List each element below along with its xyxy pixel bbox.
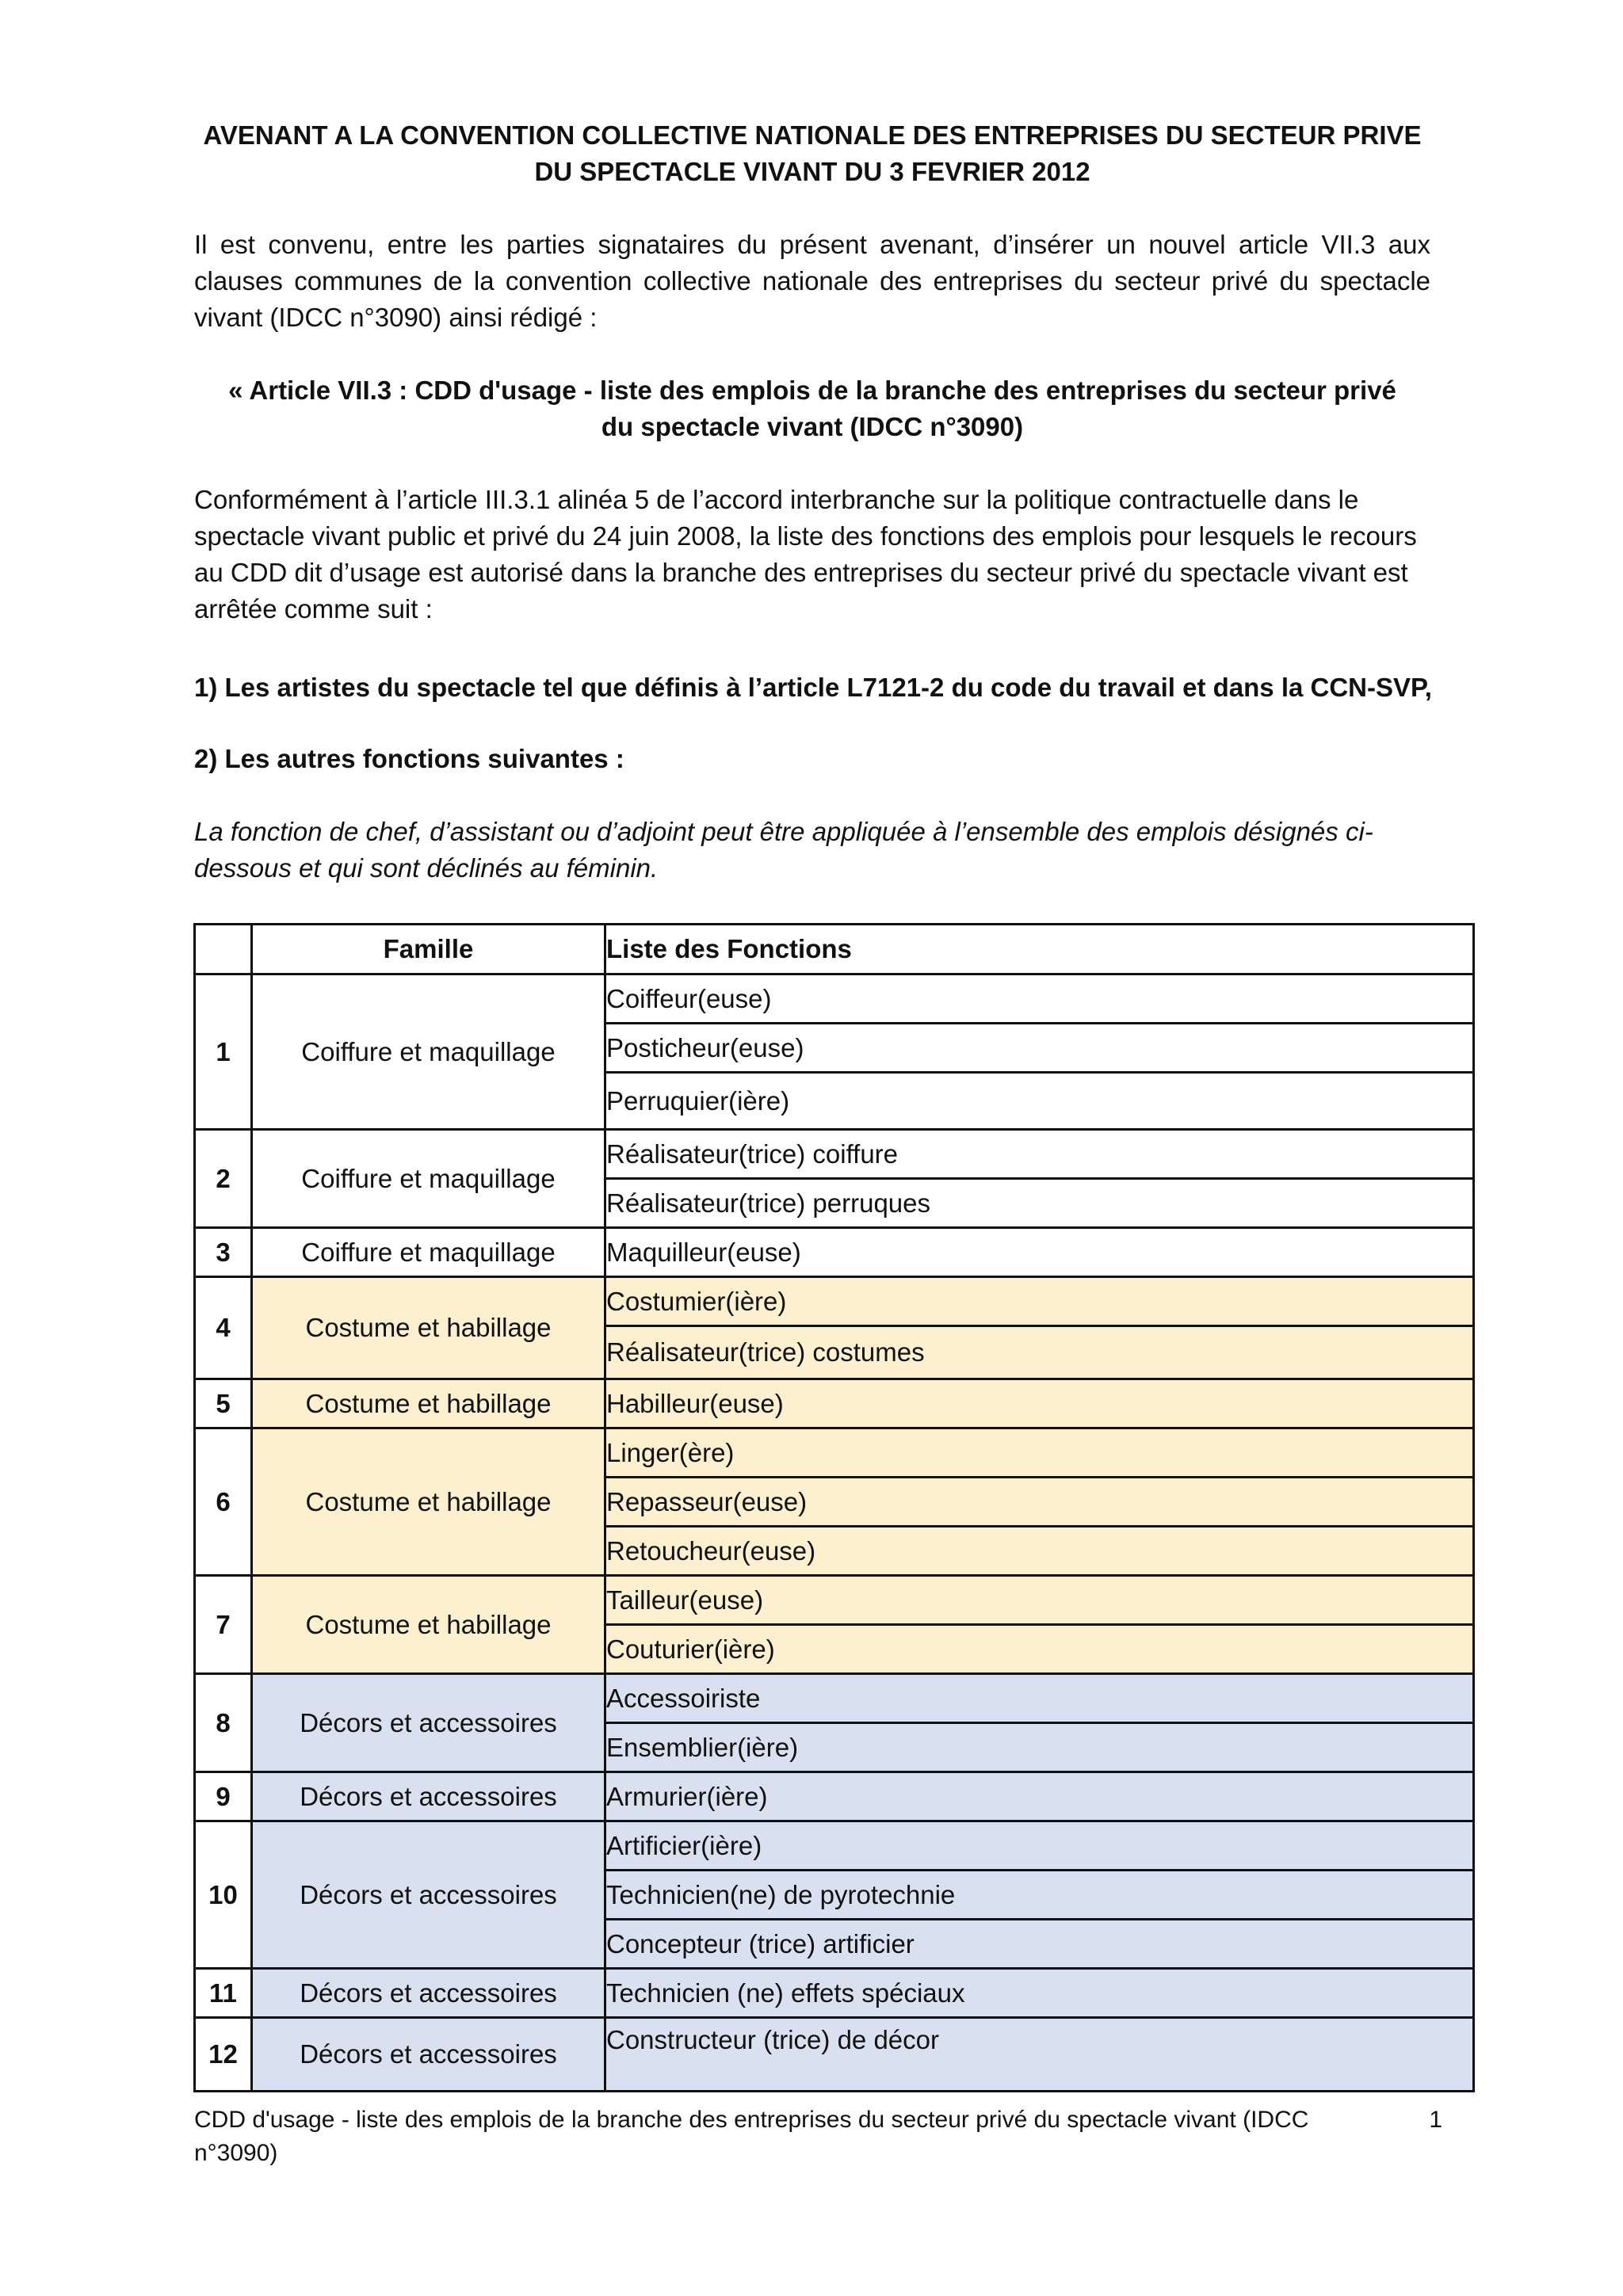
row-number: 8	[195, 1674, 252, 1772]
fonction-cell: Constructeur (trice) de décor	[605, 2018, 1474, 2092]
fonction-cell: Réalisateur(trice) perruques	[605, 1179, 1474, 1228]
row-number: 3	[195, 1228, 252, 1277]
intro-paragraph: Il est convenu, entre les parties signataires du présent avenant, d’insérer un nouvel article VII.3 aux clauses communes de la convention collective nationale des entreprises du secteur privé du spectacle vivant (IDCC n°3090) ainsi rédigé :	[194, 230, 1430, 332]
row-famille: Décors et accessoires	[252, 1674, 605, 1772]
article-heading: « Article VII.3 : CDD d'usage - liste des emplois de la branche des entreprises du secteur privé du spectacle vivant (IDCC n°3090)	[228, 376, 1396, 441]
table-header-row	[195, 925, 1474, 974]
conformement-paragraph: Conformément à l’article III.3.1 alinéa 5 de l’accord interbranche sur la politique contractuelle dans le spectacle vivant public et privé du 24 juin 2008, la liste des fonctions des emplois pour lesquels le recours au CDD dit d’usage est autorisé dans la branche des entreprises du secteur privé du spectacle vivant est arrêtée comme suit :	[194, 485, 1417, 624]
row-number: 6	[195, 1428, 252, 1576]
row-number: 5	[195, 1379, 252, 1428]
table-row	[195, 1969, 1474, 2018]
row-number: 7	[195, 1576, 252, 1674]
fonction-cell: Accessoiriste	[605, 1674, 1474, 1723]
document-title	[194, 117, 1430, 190]
table-row	[195, 1772, 1474, 1821]
row-famille: Décors et accessoires	[252, 1969, 605, 2018]
table-row	[195, 1428, 1474, 1478]
page-number: 1	[1429, 2107, 1442, 2133]
row-number: 11	[195, 1969, 252, 2018]
row-famille: Décors et accessoires	[252, 1821, 605, 1969]
note-feminin: La fonction de chef, d’assistant ou d’adjoint peut être appliquée à l’ensemble des emplois désignés ci-dessous et qui sont déclinés au féminin.	[194, 817, 1373, 883]
fonction-cell: Posticheur(euse)	[605, 1024, 1474, 1073]
fonction-cell: Réalisateur(trice) costumes	[605, 1326, 1474, 1379]
fonction-cell: Technicien (ne) effets spéciaux	[605, 1969, 1474, 2018]
point-2-autres-fonctions: 2) Les autres fonctions suivantes :	[194, 744, 624, 773]
row-number: 4	[195, 1277, 252, 1379]
fonction-cell: Perruquier(ière)	[605, 1073, 1474, 1130]
row-famille: Costume et habillage	[252, 1277, 605, 1379]
header-fonctions: Liste des Fonctions	[605, 925, 1474, 974]
table-row	[195, 1130, 1474, 1179]
fonction-cell: Tailleur(euse)	[605, 1576, 1474, 1625]
fonction-cell: Linger(ère)	[605, 1428, 1474, 1478]
row-famille: Coiffure et maquillage	[252, 1228, 605, 1277]
table-row	[195, 1277, 1474, 1326]
row-famille: Costume et habillage	[252, 1576, 605, 1674]
fonction-cell: Repasseur(euse)	[605, 1478, 1474, 1527]
table-row	[195, 1674, 1474, 1723]
row-number: 10	[195, 1821, 252, 1969]
title-line-1: AVENANT A LA CONVENTION COLLECTIVE NATIONALE DES ENTREPRISES DU SECTEUR PRIVE	[203, 120, 1422, 150]
title-line-2: DU SPECTACLE VIVANT DU 3 FEVRIER 2012	[534, 157, 1090, 186]
fonction-cell: Coiffeur(euse)	[605, 974, 1474, 1024]
row-number: 1	[195, 974, 252, 1130]
fonction-cell: Habilleur(euse)	[605, 1379, 1474, 1428]
row-famille: Costume et habillage	[252, 1379, 605, 1428]
fonction-cell: Retoucheur(euse)	[605, 1527, 1474, 1576]
row-number: 2	[195, 1130, 252, 1228]
fonction-cell: Costumier(ière)	[605, 1277, 1474, 1326]
fonction-cell: Maquilleur(euse)	[605, 1228, 1474, 1277]
table-row	[195, 974, 1474, 1024]
fonction-cell: Artificier(ière)	[605, 1821, 1474, 1871]
fonction-cell: Concepteur (trice) artificier	[605, 1920, 1474, 1969]
fonction-cell: Technicien(ne) de pyrotechnie	[605, 1871, 1474, 1920]
point-1-artistes: 1) Les artistes du spectacle tel que définis à l’article L7121-2 du code du travail et dans la CCN-SVP,	[194, 673, 1432, 702]
row-famille: Décors et accessoires	[252, 2018, 605, 2092]
fonctions-table	[193, 923, 1475, 2092]
table-row	[195, 1821, 1474, 1871]
row-famille: Coiffure et maquillage	[252, 974, 605, 1130]
row-number: 9	[195, 1772, 252, 1821]
table-row	[195, 1379, 1474, 1428]
fonction-cell: Réalisateur(trice) coiffure	[605, 1130, 1474, 1179]
header-famille: Famille	[252, 925, 605, 974]
page-footer: CDD d'usage - liste des emplois de la branche des entreprises du secteur privé du spectacle vivant (IDCC n°3090)	[194, 2107, 1309, 2166]
fonction-cell: Ensemblier(ière)	[605, 1723, 1474, 1772]
row-famille: Décors et accessoires	[252, 1772, 605, 1821]
table-row	[195, 1576, 1474, 1625]
table-row	[195, 1228, 1474, 1277]
fonction-cell: Couturier(ière)	[605, 1625, 1474, 1674]
table-row	[195, 2018, 1474, 2092]
fonction-cell: Armurier(ière)	[605, 1772, 1474, 1821]
header-num	[195, 925, 252, 974]
row-famille: Costume et habillage	[252, 1428, 605, 1576]
row-famille: Coiffure et maquillage	[252, 1130, 605, 1228]
row-number: 12	[195, 2018, 252, 2092]
